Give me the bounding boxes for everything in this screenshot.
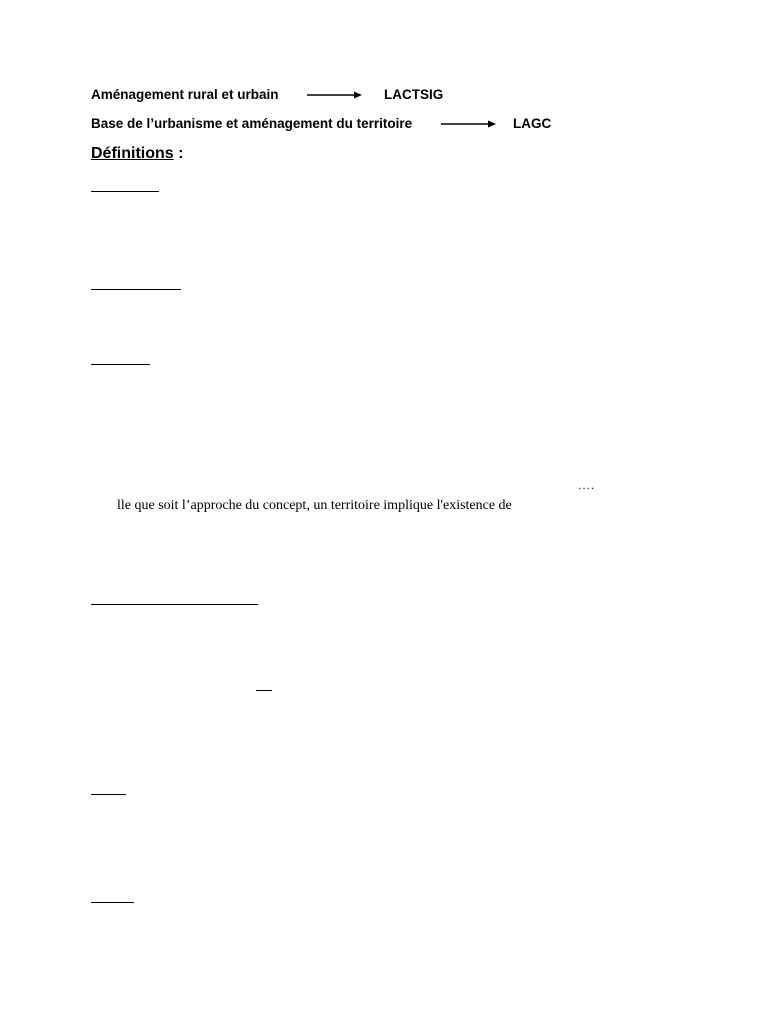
- arrow-icon: [441, 119, 497, 129]
- arrow-icon: [307, 90, 363, 100]
- section-heading: [91, 145, 183, 163]
- blank-rule: [91, 902, 134, 903]
- course-title-2: Base de l’urbanisme et aménagement du territoire: [91, 116, 413, 131]
- course-title-1: Aménagement rural et urbain: [91, 87, 279, 102]
- blank-rule: [91, 191, 159, 192]
- blank-rule: [91, 364, 150, 365]
- course-code-2: LAGC: [513, 116, 552, 131]
- section-heading-colon: :: [173, 145, 184, 162]
- blank-rule: [91, 289, 181, 290]
- blank-rule: [91, 794, 126, 795]
- blank-rule: [256, 690, 272, 691]
- ellipsis-mark: ….: [578, 478, 595, 492]
- blank-rule: [91, 604, 258, 605]
- paragraph-fragment: lle que soit l’approche du concept, un territoire implique l'existence de: [117, 498, 512, 513]
- section-heading-label: Définitions: [91, 145, 174, 162]
- course-code-1: LACTSIG: [384, 87, 444, 102]
